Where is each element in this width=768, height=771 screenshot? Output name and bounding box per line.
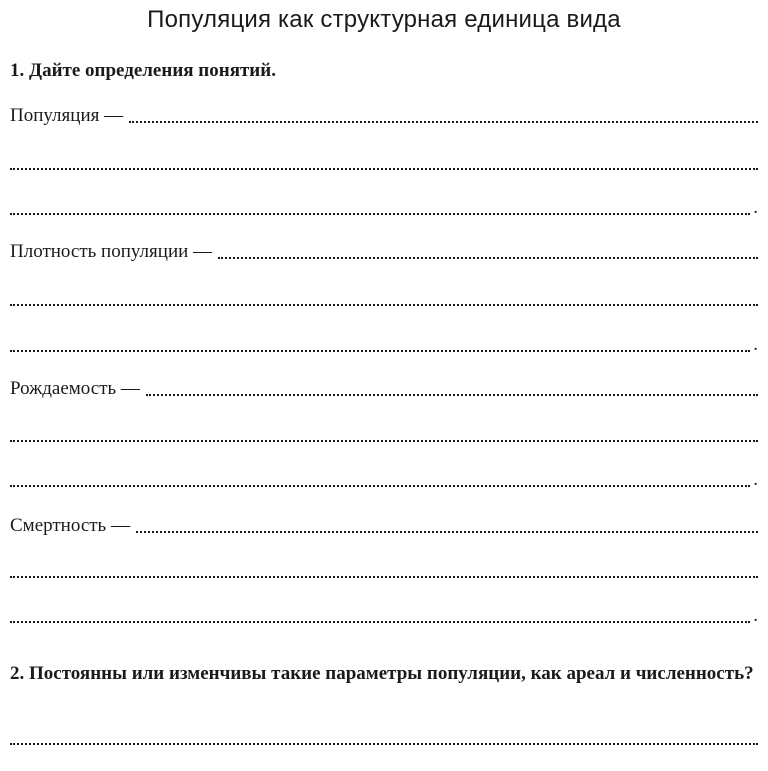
period: . xyxy=(753,197,758,218)
answer-line[interactable] xyxy=(10,153,758,173)
dotted-line xyxy=(10,213,750,215)
dotted-line xyxy=(136,531,758,533)
dotted-line xyxy=(10,576,758,578)
term-population: Популяция — xyxy=(10,105,124,126)
dotted-line xyxy=(10,168,758,170)
question-1-heading: 1. Дайте определения понятий. xyxy=(10,60,276,81)
period: . xyxy=(753,605,758,626)
dotted-line xyxy=(10,621,750,623)
dotted-line xyxy=(218,257,758,259)
answer-line-mortality[interactable] xyxy=(10,516,758,536)
dotted-line xyxy=(10,304,758,306)
answer-line-population-density[interactable] xyxy=(10,242,758,262)
period: . xyxy=(753,334,758,355)
dotted-line xyxy=(10,485,750,487)
answer-line[interactable] xyxy=(10,198,758,218)
answer-line[interactable] xyxy=(10,289,758,309)
answer-line-birth-rate[interactable] xyxy=(10,379,758,399)
term-population-density: Плотность популяции — xyxy=(10,241,213,262)
dotted-line xyxy=(146,394,758,396)
dotted-line xyxy=(129,121,758,123)
answer-line-question-2[interactable] xyxy=(10,728,758,748)
answer-line[interactable] xyxy=(10,335,758,355)
term-birth-rate: Рождаемость — xyxy=(10,378,140,399)
page-title: Популяция как структурная единица вида xyxy=(147,6,621,33)
answer-line[interactable] xyxy=(10,561,758,581)
answer-line[interactable] xyxy=(10,606,758,626)
dotted-line xyxy=(10,440,758,442)
dotted-line xyxy=(10,350,750,352)
answer-line-population[interactable] xyxy=(10,106,758,126)
period: . xyxy=(753,469,758,490)
dotted-line xyxy=(10,743,758,745)
question-2-heading: 2. Постоянны или изменчивы такие параметры популяции, как ареал и численность? xyxy=(10,663,754,684)
answer-line[interactable] xyxy=(10,425,758,445)
answer-line[interactable] xyxy=(10,470,758,490)
term-mortality: Смертность — xyxy=(10,515,130,536)
